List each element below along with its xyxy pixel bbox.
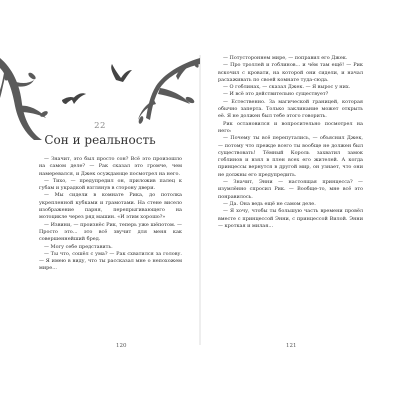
paragraph: — Тихо, — предупредил он, приложив палец к губам и украдкой взглянув в сторону двери. xyxy=(39,177,182,192)
paragraph: — Потустороннем мире, — поправил его Джек. xyxy=(223,55,348,61)
chapter-title: Сон и реальность xyxy=(44,133,156,147)
paragraph: — Значит, это был просто сон? Всё это произошло на самом деле? — Рак сказал это громче, чем намеревался, и Джек осуждающе посмотрел на него. xyxy=(39,156,182,177)
paragraph: — Ты что, сошёл с ума? — Рак схватился за голову. — Я имею в виду, что ты рассказал мне о непохожем мире... xyxy=(39,250,182,272)
paragraph: — Естественно. За магической границей, которая обычно заперта. Только заклинание может открыть её. Я не должен был тебе этого говорить. xyxy=(218,98,363,120)
paragraph: — Значит, Энни — настоящая принцесса? — изумлённо спросил Рик. — Вообще-то, мне всё это понравилось. xyxy=(218,179,363,200)
page-number-right: 121 xyxy=(286,343,297,349)
paragraph: — Про троллей и гоблинов... и чём там ещё! — Рик вскочил с кровати, на которой они сидели, и начал расхаживать по своей комнате туда-сюда. xyxy=(218,62,363,83)
paragraph: — Могу себе представить. xyxy=(44,243,113,250)
right-page-text xyxy=(218,55,363,230)
chapter-number: 22 xyxy=(94,121,106,131)
paragraph: — И всё это действительно существует? xyxy=(223,91,329,98)
paragraph: — О гоблинах, — сказал Джек. — Я вырос у них. xyxy=(223,84,351,91)
paragraph: — Я хочу, чтобы ты большую часть времени провёл вместе с принцессой Энни, с принцессой Вилой. Энни — кроткая и милая... xyxy=(218,208,363,229)
paragraph: — Почему ты всё перепутались, — объяснил Джек, — потому что прежде всего ты вообще не должен был существовать! Тёмный Король захватил замок гоблинов и взял в плен всех его жителей. А когда принцессы вернутся в другой мир, он узнает, что они не должны его предупредить. xyxy=(218,135,363,178)
paragraph: — Да. Она ведь ещё не самом деле. xyxy=(223,200,316,207)
page-number-left: 120 xyxy=(116,343,127,349)
paragraph: — Извини, — произнёс Рик, теперь уже шёпотом. — Просто это... это всё звучит для меня как совершеннейший бред. xyxy=(39,221,182,243)
paragraph: Рик остановился и вопросительно посмотрел на него: xyxy=(218,120,363,134)
paragraph: — Мы сидели в комнате Рика, до потолка укрепленной кубками и грамотами. На стене висело изображение парня, перепрыгивающего на мотоцикле через ряд машин. «И этим хорошо?» xyxy=(39,192,182,221)
left-page-text xyxy=(39,156,182,273)
